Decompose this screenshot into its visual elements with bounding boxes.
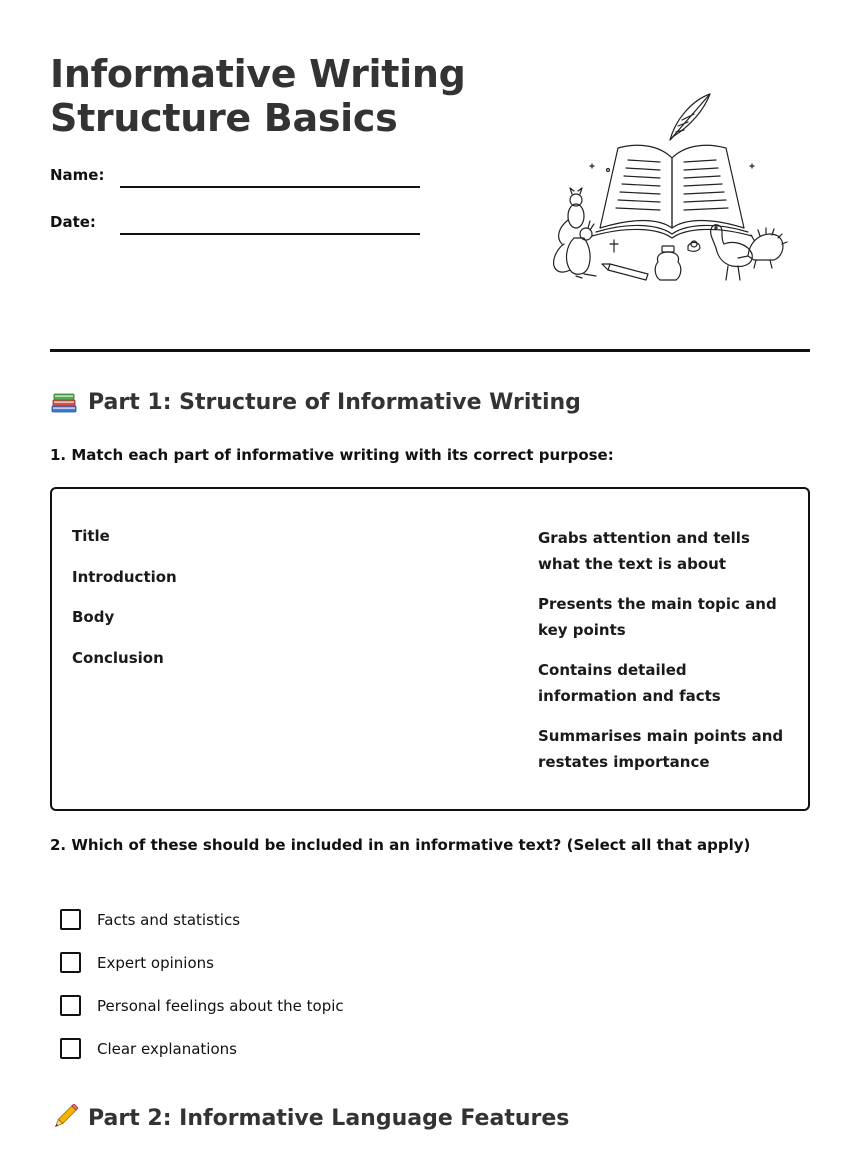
match-term[interactable]: Conclusion — [72, 648, 164, 667]
match-purpose[interactable]: Summarises main points and restates importance — [538, 727, 784, 771]
question-1: 1. Match each part of informative writing with its correct purpose: — [50, 446, 614, 464]
match-purpose[interactable]: Presents the main topic and key points — [538, 595, 777, 639]
book-and-animals-illustration — [548, 88, 788, 288]
list-item — [60, 941, 344, 984]
checkbox-expert[interactable] — [60, 952, 81, 973]
crayon-icon — [602, 264, 648, 280]
name-line[interactable] — [120, 186, 420, 188]
matching-box — [50, 487, 810, 811]
bird-icon — [688, 241, 700, 251]
checkbox-label: Personal feelings about the topic — [97, 996, 344, 1015]
title-line-2: Structure Basics — [50, 96, 398, 140]
match-purpose[interactable]: Grabs attention and tells what the text is about — [538, 529, 750, 573]
match-purpose[interactable]: Contains detailed information and facts — [538, 661, 721, 705]
date-label: Date: — [50, 213, 96, 231]
plant-icon — [610, 240, 618, 252]
open-book-icon — [592, 145, 752, 238]
list-item — [60, 1027, 344, 1070]
part2-heading — [50, 1104, 569, 1132]
pencil-icon — [50, 1104, 78, 1132]
name-label: Name: — [50, 166, 105, 184]
header-divider — [50, 349, 810, 352]
question-2: 2. Which of these should be included in an informative text? (Select all that apply) — [50, 836, 751, 854]
part2-heading-text: Part 2: Informative Language Features — [88, 1105, 570, 1131]
checkbox-label: Clear explanations — [97, 1039, 237, 1058]
match-term[interactable]: Title — [72, 527, 110, 545]
checklist — [60, 898, 344, 1070]
emu-icon — [711, 225, 753, 280]
matching-terms — [72, 525, 372, 687]
list-item — [60, 898, 344, 941]
matching-purposes — [538, 525, 788, 789]
list-item — [60, 984, 344, 1027]
date-line[interactable] — [120, 233, 420, 235]
ink-pot-icon — [655, 246, 681, 280]
match-term[interactable]: Introduction — [72, 567, 177, 586]
checkbox-label: Expert opinions — [97, 953, 214, 972]
title-line-1: Informative Writing — [50, 52, 466, 96]
checkbox-explanations[interactable] — [60, 1038, 81, 1059]
part1-heading-text: Part 1: Structure of Informative Writing — [88, 389, 581, 415]
checkbox-label: Facts and statistics — [97, 910, 241, 929]
page-title — [50, 52, 470, 140]
checkbox-feelings[interactable] — [60, 995, 81, 1016]
books-icon — [50, 388, 78, 416]
match-term[interactable]: Body — [72, 608, 115, 626]
part1-heading — [50, 388, 581, 416]
checkbox-facts[interactable] — [60, 909, 81, 930]
quill-icon — [670, 94, 710, 140]
